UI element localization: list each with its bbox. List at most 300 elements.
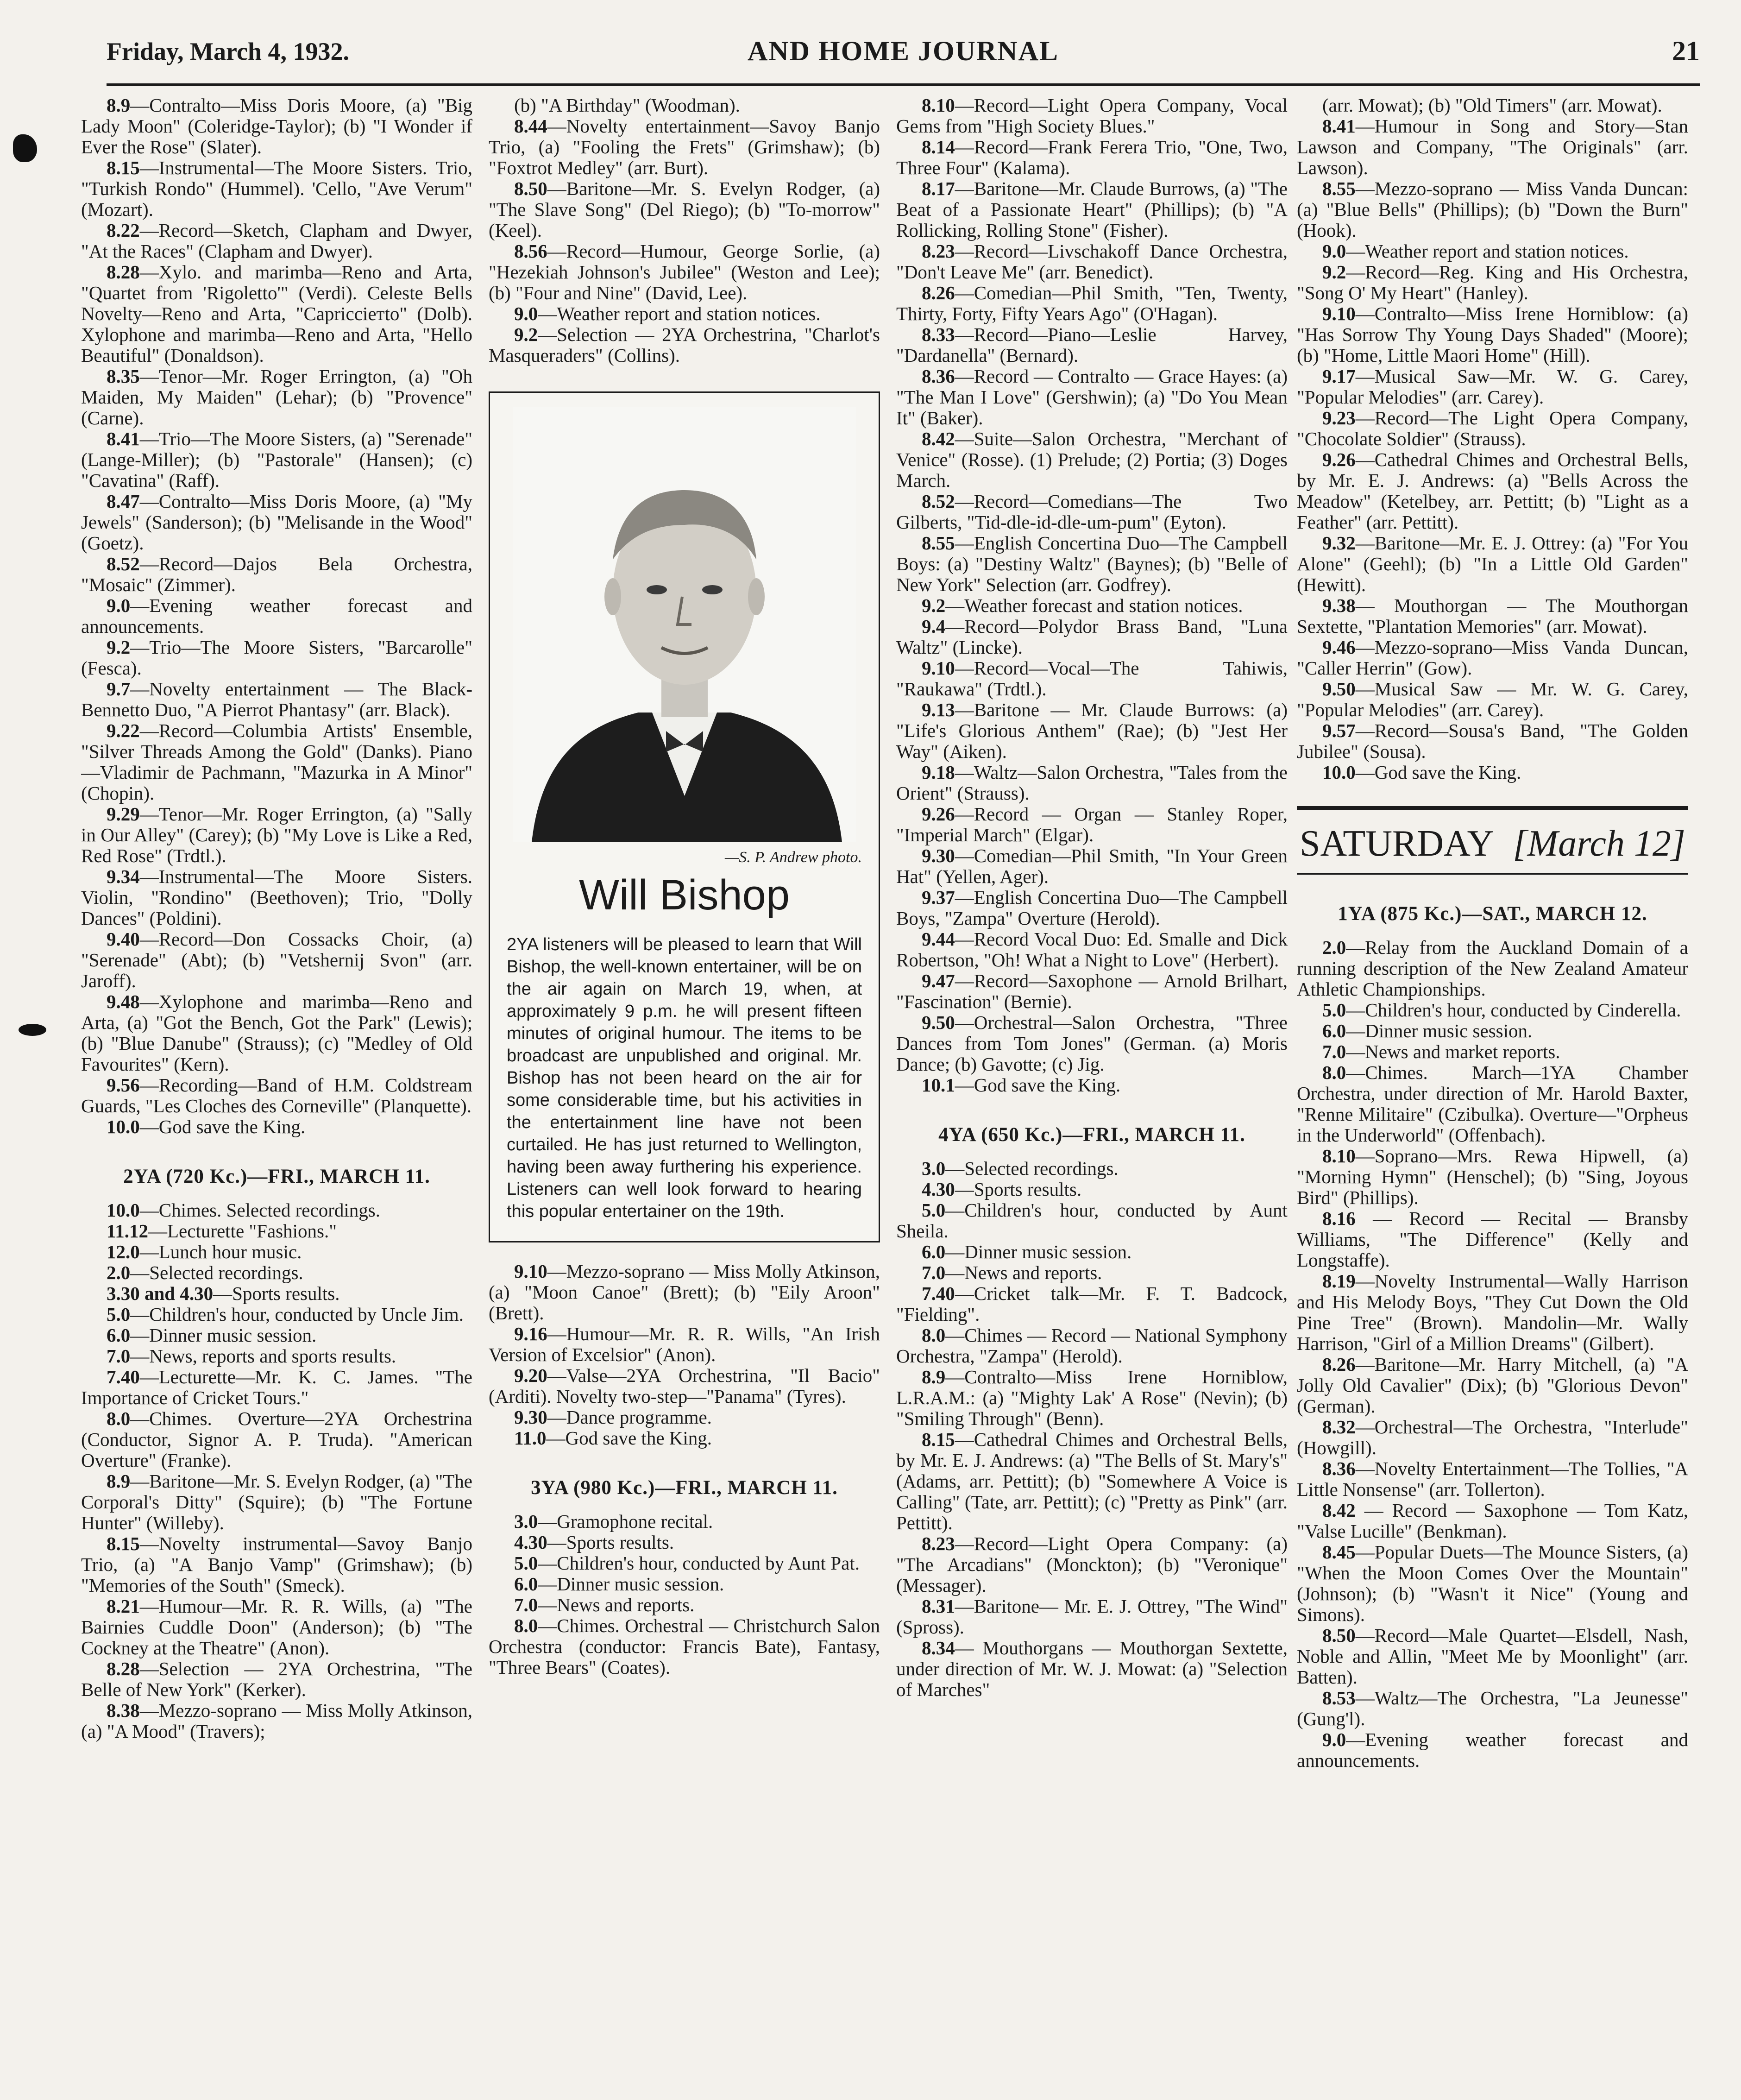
station-heading: 2YA (720 Kc.)—FRI., MARCH 11.: [123, 1166, 430, 1187]
entry-time: 5.0: [922, 1199, 946, 1221]
entry-text: —Lunch hour music.: [139, 1241, 302, 1262]
entry-text: —Record — Organ — Stanley Roper, "Imperial March" (Elgar).: [896, 803, 1288, 845]
program-entry: [81, 929, 472, 991]
entry-time: 8.0: [514, 1615, 538, 1636]
entry-text: —Waltz—Salon Orchestra, "Tales from the Orient" (Strauss).: [896, 762, 1288, 804]
entry-text: —Tenor—Mr. Roger Errington, (a) "Sally in Our Alley" (Carey); (b) "My Love is Like a Red, Red Rose" (Trdtl.).: [81, 803, 472, 866]
program-entry: [896, 845, 1288, 887]
portrait-photo: [513, 407, 856, 842]
entry-text: —Musical Saw—Mr. W. G. Carey, "Popular Melodies" (arr. Carey).: [1297, 366, 1688, 408]
entry-text: —Mezzo-soprano—Miss Vanda Duncan, "Caller Herrin" (Gow).: [1297, 637, 1688, 679]
entry-text: —Mezzo-soprano — Miss Vanda Duncan: (a) "Blue Bells" (Phillips); (b) "Down the Burn" (Hook).: [1297, 178, 1688, 241]
entry-text: —Chimes — Record — National Symphony Orchestra, "Zampa" (Herold).: [896, 1324, 1288, 1367]
station-heading: 4YA (650 Kc.)—FRI., MARCH 11.: [938, 1124, 1245, 1146]
program-entry: [1297, 116, 1688, 178]
program-entry: [81, 366, 472, 429]
program-entry: [81, 491, 472, 554]
entry-time: 5.0: [107, 1304, 131, 1325]
program-entry: [81, 1471, 472, 1533]
entry-time: 8.21: [107, 1595, 140, 1617]
program-entry: [896, 1596, 1288, 1638]
entry-text: —Chimes. Orchestral — Christchurch Salon Orchestra (conductor: Francis Bate), Fantasy, "Three Bears" (Coates).: [489, 1615, 880, 1678]
program-entry: [489, 1532, 880, 1553]
program-entry: [81, 637, 472, 679]
program-entry: [1297, 262, 1688, 303]
entry-time: 8.17: [922, 178, 955, 199]
entry-time: 8.56: [514, 240, 547, 262]
feature-body: 2YA listeners will be pleased to learn that Will Bishop, the well-known entertainer, will be on the air again on March 19, when, at approximately 9 p.m. he will present fifteen minutes of original humour. The items to be broadcast are unpublished and original. Mr. Bishop has not been heard on the air for some considerable time, but his activities in the entertainment line have not been curtailed. He has just returned to Wellington, having been away furthering his experience. Listeners can well look forward to hearing this popular entertainer on the 19th.: [507, 935, 862, 1221]
entry-time: 8.52: [107, 553, 140, 574]
entry-text: —Record—Humour, George Sorlie, (a) "Hezekiah Johnson's Jubilee" (Weston and Lee); (b) "Four and Nine" (David, Lee).: [489, 240, 880, 303]
program-entry: [81, 1221, 472, 1242]
entry-text: —Instrumental—The Moore Sisters. Trio, "Turkish Rondo" (Hummel). 'Cello, "Ave Verum" (Mozart).: [81, 157, 472, 220]
entry-text: —Weather forecast and station notices.: [945, 595, 1243, 616]
program-entry: [489, 1428, 880, 1449]
entry-text: —Humour in Song and Story—Stan Lawson and Company, "The Originals" (arr. Lawson).: [1297, 115, 1688, 178]
entry-time: 9.30: [922, 845, 955, 866]
page-number: 21: [1672, 36, 1700, 66]
feature-heading: Will Bishop: [578, 871, 790, 919]
entry-text: —Record—Don Cossacks Choir, (a) "Serenade" (Abt); (b) "Vetshernij Svon" (arr. Jaroff).: [81, 928, 472, 991]
program-entry: [896, 1533, 1288, 1596]
entry-time: 9.4: [922, 616, 946, 637]
entry-time: 3.0: [922, 1158, 946, 1179]
entry-text: —Record — Contralto — Grace Hayes: (a) "The Man I Love" (Gershwin); (a) "Do You Mean It" (Baker).: [896, 366, 1288, 429]
entry-text: —Children's hour, conducted by Uncle Jim.: [130, 1304, 464, 1325]
entry-text: —Record—Polydor Brass Band, "Luna Waltz" (Lincke).: [896, 616, 1288, 658]
program-entry: [1297, 178, 1688, 241]
entry-text: —Record—Comedians—The Two Gilberts, "Tid-dle-id-dle-um-pum" (Eyton).: [896, 491, 1288, 533]
program-entry: [1297, 241, 1688, 262]
entry-text: —Record—Reg. King and His Orchestra, "Song O' My Heart" (Hanley).: [1297, 261, 1688, 303]
entry-time: 9.32: [1322, 532, 1356, 554]
entry-time: 9.2: [107, 637, 131, 658]
entry-time: 9.34: [107, 866, 140, 887]
program-entry: [489, 1365, 880, 1407]
entry-text: —Evening weather forecast and announcements.: [81, 595, 472, 637]
entry-time: 9.48: [107, 991, 140, 1012]
entry-time: 8.10: [922, 95, 955, 116]
entry-time: 8.41: [1322, 115, 1356, 137]
entry-text: —Contralto—Miss Irene Horniblow, L.R.A.M.: (a) "Mighty Lak' A Rose" (Nevin); (b) "Smiling Through" (Benn).: [896, 1366, 1288, 1429]
entry-time: 9.56: [107, 1074, 140, 1096]
entry-time: 7.0: [107, 1345, 131, 1367]
entry-text: —Contralto—Miss Doris Moore, (a) "My Jewels" (Sanderson); (b) "Melisande in the Wood" (Goetz).: [81, 491, 472, 554]
program-entry: [81, 1262, 472, 1283]
entry-time: 9.10: [922, 657, 955, 679]
entry-text: —Children's hour, conducted by Cinderella.: [1346, 999, 1681, 1021]
program-entry: [1297, 1625, 1688, 1688]
entry-text: —Tenor—Mr. Roger Errington, (a) "Oh Maiden, My Maiden" (Lehar); (b) "Provence" (Carne).: [81, 366, 472, 429]
entry-text: —English Concertina Duo—The Campbell Boys: (a) "Destiny Waltz" (Baynes); (b) "Belle of New York" Selection (arr. Godfrey).: [896, 532, 1288, 595]
entry-text: —Sports results.: [213, 1283, 340, 1304]
program-entry: [896, 1158, 1288, 1179]
entry-time: 9.2: [1322, 261, 1346, 283]
program-entry: [81, 1304, 472, 1325]
entry-time: 8.9: [107, 95, 131, 116]
saturday-date: [March 12]: [1513, 823, 1685, 864]
entry-text: —Orchestral—Salon Orchestra, "Three Dances from Tom Jones" (German. (a) Moris Dance; (b) Gavotte; (c) Jig.: [896, 1012, 1288, 1075]
entry-text: —Record Vocal Duo: Ed. Smalle and Dick Robertson, "Oh! What a Night to Love" (Herbert).: [896, 928, 1288, 971]
entry-time: 8.55: [922, 532, 955, 554]
program-entry: [1297, 1041, 1688, 1062]
entry-time: 9.30: [514, 1406, 547, 1428]
entry-text: —Popular Duets—The Mounce Sisters, (a) "When the Moon Comes Over the Mountain" (Johnson); (b) "Wasn't it Nice" (Young and Simons).: [1297, 1541, 1688, 1625]
program-entry: [81, 1283, 472, 1304]
program-entry: [81, 1700, 472, 1742]
program-entry: [896, 178, 1288, 241]
entry-text: —Cricket talk—Mr. F. T. Badcock, "Fielding".: [896, 1283, 1288, 1325]
entry-time: 10.0: [107, 1199, 140, 1221]
entry-text: —Cathedral Chimes and Orchestral Bells, by Mr. E. J. Andrews: (a) "The Bells of St. Mary's" (Adams, arr. Pettitt); (b) "Somewhere A Voice is Calling" (Tate, arr. Pettitt); (c) "Pretty as Pink" (arr. Pettitt).: [896, 1429, 1288, 1533]
entry-time: 8.36: [1322, 1458, 1356, 1479]
program-entry: [489, 1574, 880, 1595]
entry-time: 10.0: [107, 1116, 140, 1137]
entry-text: —Baritone—Mr. S. Evelyn Rodger, (a) "The Slave Song" (Del Riego); (b) "To-morrow" (Keel).: [489, 178, 880, 241]
entry-time: 9.50: [1322, 678, 1356, 700]
entry-time: 8.9: [922, 1366, 946, 1387]
entry-text: —Baritone — Mr. Claude Burrows: (a) "Life's Glorious Anthem" (Rae); (b) "Jest Her Way" (Aiken).: [896, 699, 1288, 762]
entry-text: —Weather report and station notices.: [538, 303, 821, 324]
entry-text: —Dinner music session.: [1346, 1020, 1533, 1041]
entry-time: 9.40: [107, 928, 140, 950]
entry-text: —Recording—Band of H.M. Coldstream Guards, "Les Cloches des Corneville" (Planquette).: [81, 1074, 472, 1116]
page-header: [107, 32, 1700, 86]
entry-text: —Humour—Mr. R. R. Wills, "An Irish Version of Excelsior" (Anon).: [489, 1323, 880, 1365]
entry-text: —Instrumental—The Moore Sisters. Violin, "Rondino" (Beethoven); Trio, "Dolly Dances" (Poldini).: [81, 866, 472, 929]
program-entry: [489, 1324, 880, 1365]
entry-text: (b) "A Birthday" (Woodman).: [514, 95, 740, 116]
program-entry: [896, 1075, 1288, 1096]
entry-time: 6.0: [1322, 1020, 1346, 1041]
entry-time: 8.52: [922, 491, 955, 512]
program-entry: [896, 804, 1288, 845]
program-entry: [896, 1179, 1288, 1200]
entry-time: 6.0: [922, 1241, 946, 1262]
program-entry: [896, 929, 1288, 971]
program-entry: [896, 1262, 1288, 1283]
entry-time: 8.31: [922, 1595, 955, 1617]
program-entry: [1297, 1271, 1688, 1354]
entry-time: 9.2: [922, 595, 946, 616]
entry-text: —God save the King.: [955, 1074, 1121, 1096]
column-4: [1297, 95, 1688, 2078]
entry-time: 8.0: [1322, 1062, 1346, 1083]
entry-text: —English Concertina Duo—The Campbell Boys, "Zampa" Overture (Herold).: [896, 887, 1288, 929]
entry-time: 9.0: [514, 303, 538, 324]
entry-text: —Record—Sousa's Band, "The Golden Jubilee" (Sousa).: [1297, 720, 1688, 762]
program-entry: [81, 720, 472, 804]
entry-time: 8.15: [107, 157, 140, 178]
entry-time: 12.0: [107, 1241, 140, 1262]
program-entry: [1297, 533, 1688, 595]
entry-time: 8.38: [107, 1700, 140, 1721]
program-entry: [81, 1200, 472, 1221]
entry-time: 9.7: [107, 678, 131, 700]
program-entry: [81, 158, 472, 220]
entry-time: 8.42: [1322, 1500, 1356, 1521]
program-entry: [81, 1346, 472, 1367]
entry-time: 8.23: [922, 1533, 955, 1554]
program-entry: [81, 95, 472, 158]
entry-time: 8.10: [1322, 1145, 1356, 1167]
entry-time: 8.42: [922, 428, 955, 449]
program-entry: [1297, 95, 1688, 116]
entry-time: 8.0: [107, 1408, 131, 1429]
program-entry: [896, 658, 1288, 700]
entry-text: —Contralto—Miss Irene Horniblow: (a) "Has Sorrow Thy Young Days Shaded" (Moore); (b) "Home, Little Maori Home" (Hill).: [1297, 303, 1688, 366]
program-entry: [1297, 303, 1688, 366]
program-entry: [81, 262, 472, 366]
entry-text: —Children's hour, conducted by Aunt Sheila.: [896, 1199, 1288, 1242]
program-entry: [489, 324, 880, 366]
entry-time: 2.0: [107, 1262, 131, 1283]
entry-time: 8.47: [107, 491, 140, 512]
entry-text: —Dinner music session.: [130, 1324, 317, 1346]
entry-text: —Novelty Entertainment—The Tollies, "A Little Nonsense" (arr. Tollerton).: [1297, 1458, 1688, 1500]
entry-time: 9.23: [1322, 407, 1356, 429]
entry-text: —Record—Frank Ferera Trio, "One, Two, Three Four" (Kalama).: [896, 136, 1288, 178]
program-entry: [81, 595, 472, 637]
program-entry: [489, 1553, 880, 1574]
entry-time: 5.0: [514, 1552, 538, 1574]
entry-text: —Novelty entertainment — The Black-Bennetto Duo, "A Pierrot Phantasy" (arr. Black).: [81, 678, 472, 720]
entry-time: 8.34: [922, 1637, 955, 1659]
program-entry: [896, 1367, 1288, 1429]
program-entry: [1297, 449, 1688, 533]
entry-text: —News, reports and sports results.: [130, 1345, 396, 1367]
entry-time: 7.0: [922, 1262, 946, 1283]
entry-time: 9.0: [1322, 240, 1346, 262]
entry-text: —Comedian—Phil Smith, "In Your Green Hat" (Yellen, Ager).: [896, 845, 1288, 887]
entry-text: —Novelty Instrumental—Wally Harrison and His Melody Boys, "They Cut Down the Old Pine Tree" (Brown). Mandolin—Mr. Wally Harrison, "Girl of a Million Dreams" (Gilbert).: [1297, 1270, 1688, 1354]
entry-text: —Dinner music session.: [945, 1241, 1132, 1262]
entry-text: —Record—Columbia Artists' Ensemble, "Silver Threads Among the Gold" (Danks). Piano—Vladimir de Pachmann, "Mazurka in A Minor" (Chopin).: [81, 720, 472, 804]
program-entry: [1297, 1208, 1688, 1271]
program-entry: [81, 554, 472, 595]
entry-time: 8.9: [107, 1470, 131, 1492]
entry-text: —Chimes. Overture—2YA Orchestrina (Conductor, Signor A. P. Truda). "American Overture" (Franke).: [81, 1408, 472, 1471]
entry-text: —Evening weather forecast and announcements.: [1297, 1729, 1688, 1771]
entry-text: —Xylo. and marimba—Reno and Arta, "Quartet from 'Rigoletto'" (Verdi). Celeste Bells Novelty—Reno and Arta, "Capricciетto" (Dolb). Xylophone and marimba—Reno and Arta, "Hello Beautiful" (Donaldson).: [81, 261, 472, 366]
entry-text: —Weather report and station notices.: [1346, 240, 1629, 262]
program-entry: [896, 1429, 1288, 1533]
entry-text: —Selection — 2YA Orchestrina, "The Belle of New York" (Kerker).: [81, 1658, 472, 1700]
program-entry: [1297, 762, 1688, 783]
entry-time: 8.26: [1322, 1354, 1356, 1375]
program-entry: [896, 241, 1288, 283]
entry-text: —Cathedral Chimes and Orchestral Bells, by Mr. E. J. Andrews: (a) "Bells Across the Meadow" (Ketelbey, arr. Pettitt; (b) "Light as a Feather" (arr. Pettitt).: [1297, 449, 1688, 533]
entry-time: 8.16: [1322, 1208, 1356, 1229]
entry-time: 7.40: [922, 1283, 955, 1304]
entry-text: —Dance programme.: [547, 1406, 712, 1428]
entry-text: —Chimes. March—1YA Chamber Orchestra, under direction of Mr. Harold Baxter, "Renne Militaire" (Czibulka). Overture—"Orpheus in the Underworld" (Offenbach).: [1297, 1062, 1688, 1146]
entry-text: —Orchestral—The Orchestra, "Interlude" (Howgill).: [1297, 1416, 1688, 1458]
program-entry: [489, 1615, 880, 1678]
entry-time: 6.0: [107, 1324, 131, 1346]
entry-text: — Record — Recital — Bransby Williams, "The Difference" (Kelly and Longstaffe).: [1297, 1208, 1688, 1271]
entry-time: 8.53: [1322, 1687, 1356, 1709]
program-entry: [896, 887, 1288, 929]
program-entry: [81, 1075, 472, 1116]
program-entry: [1297, 1062, 1688, 1146]
entry-time: 8.41: [107, 428, 140, 449]
entry-text: —God save the King.: [139, 1116, 306, 1137]
saturday-label: SATURDAY: [1300, 823, 1494, 864]
entry-time: 9.20: [514, 1365, 547, 1386]
entry-text: —Record—Male Quartet—Elsdell, Nash, Noble and Allin, "Meet Me by Moonlight" (arr. Batten).: [1297, 1625, 1688, 1688]
entry-time: 9.0: [1322, 1729, 1346, 1750]
photo-credit: —S. P. Andrew photo.: [725, 849, 862, 866]
program-entry: [489, 1595, 880, 1615]
entry-text: —Trio—The Moore Sisters, "Barcarolle" (Fesca).: [81, 637, 472, 679]
entry-text: —Record—The Light Opera Company, "Chocolate Soldier" (Strauss).: [1297, 407, 1688, 449]
column-3: [896, 95, 1288, 2078]
entry-time: 9.50: [922, 1012, 955, 1033]
entry-time: 9.16: [514, 1323, 547, 1344]
program-entry: [896, 971, 1288, 1012]
entry-text: —Baritone— Mr. E. J. Ottrey, "The Wind" (Spross).: [896, 1595, 1288, 1638]
entry-time: 9.10: [1322, 303, 1356, 324]
entry-time: 9.17: [1322, 366, 1356, 387]
station-heading: 3YA (980 Kc.)—FRI., MARCH 11.: [531, 1477, 838, 1499]
entry-text: —Mezzo-soprano — Miss Molly Atkinson, (a) "Moon Canoe" (Brett); (b) "Eily Aroon" (Brett).: [489, 1261, 880, 1324]
program-entry: [1297, 679, 1688, 720]
entry-text: — Record — Saxophone — Tom Katz, "Valse Lucille" (Benkman).: [1297, 1500, 1688, 1542]
entry-text: —Record—Saxophone — Arnold Brilhart, "Fascination" (Bernie).: [896, 970, 1288, 1012]
entry-time: 7.0: [514, 1594, 538, 1615]
header-date: Friday, March 4, 1932.: [107, 38, 349, 65]
entry-text: —Baritone—Mr. Claude Burrows, (a) "The Beat of a Passionate Heart" (Phillips); (b) "A Rollicking, Rolling Stone" (Fisher).: [896, 178, 1288, 241]
entry-time: 8.50: [1322, 1625, 1356, 1646]
program-entry: [81, 866, 472, 929]
program-entry: [896, 700, 1288, 762]
program-entry: [489, 303, 880, 324]
entry-time: 8.26: [922, 282, 955, 303]
program-entry: [1297, 1542, 1688, 1625]
program-entry: [896, 1012, 1288, 1075]
entry-text: —Baritone—Mr. Harry Mitchell, (a) "A Jolly Old Cavalier" (Dix); (b) "Glorious Devon" (German).: [1297, 1354, 1688, 1417]
entry-time: 8.28: [107, 261, 140, 283]
program-entry: [489, 1407, 880, 1428]
entry-text: —Valse—2YA Orchestrina, "Il Bacio" (Arditi). Novelty two-step—"Panama" (Tyres).: [489, 1365, 880, 1407]
entry-text: —God save the King.: [1355, 762, 1521, 783]
entry-text: —Record—Piano—Leslie Harvey, "Dardanella" (Bernard).: [896, 324, 1288, 366]
program-entry: [1297, 1021, 1688, 1041]
program-entry: [896, 429, 1288, 491]
program-entry: [896, 1283, 1288, 1325]
entry-time: 7.0: [1322, 1041, 1346, 1062]
entry-time: 9.37: [922, 887, 955, 908]
program-entry: [896, 137, 1288, 178]
program-entry: [81, 1325, 472, 1346]
entry-time: 10.0: [1322, 762, 1356, 783]
program-entry: [81, 991, 472, 1075]
program-entry: [1297, 937, 1688, 1000]
entry-time: 6.0: [514, 1573, 538, 1595]
entry-text: —Soprano—Mrs. Rewa Hipwell, (a) "Morning Hymn" (Henschel); (b) "Sing, Joyous Bird" (Phillips).: [1297, 1145, 1688, 1208]
program-entry: [1297, 595, 1688, 637]
entry-time: 9.44: [922, 928, 955, 950]
entry-text: —Record—Light Opera Company, Vocal Gems from "High Society Blues.": [896, 95, 1288, 137]
entry-time: 9.29: [107, 803, 140, 825]
entry-time: 8.55: [1322, 178, 1356, 199]
program-entry: [896, 324, 1288, 366]
entry-text: —Musical Saw — Mr. W. G. Carey, "Popular Melodies" (arr. Carey).: [1297, 678, 1688, 720]
entry-time: 9.18: [922, 762, 955, 783]
program-entry: [1297, 720, 1688, 762]
entry-text: —Novelty instrumental—Savoy Banjo Trio, (a) "A Banjo Vamp" (Grimshaw); (b) "Memories of the South" (Smeck).: [81, 1533, 472, 1596]
entry-text: —Sports results.: [547, 1532, 674, 1553]
entry-text: —Record—Dajos Bela Orchestra, "Mosaic" (Zimmer).: [81, 553, 472, 595]
entry-time: 8.35: [107, 366, 140, 387]
entry-text: —Selection — 2YA Orchestrina, "Charlot's Masqueraders" (Collins).: [489, 324, 880, 366]
entry-time: 8.15: [107, 1533, 140, 1554]
program-entry: [896, 95, 1288, 137]
program-entry: [896, 595, 1288, 616]
entry-time: 11.0: [514, 1427, 547, 1449]
program-entry: [81, 1367, 472, 1408]
entry-text: —Record—Livschakoff Dance Orchestra, "Don't Leave Me" (arr. Benedict).: [896, 240, 1288, 283]
program-entry: [896, 491, 1288, 533]
program-entry: [1297, 1354, 1688, 1417]
entry-time: 8.0: [922, 1324, 946, 1346]
entry-text: —Record—Sketch, Clapham and Dwyer, "At the Races" (Clapham and Dwyer).: [81, 220, 472, 262]
entry-time: 9.0: [107, 595, 131, 616]
program-entry: [896, 1200, 1288, 1242]
program-entry: [81, 679, 472, 720]
entry-time: 8.33: [922, 324, 955, 345]
entry-text: —Suite—Salon Orchestra, "Merchant of Venice" (Rosse). (1) Prelude; (2) Portia; (3) Doges March.: [896, 428, 1288, 491]
program-entry: [896, 1638, 1288, 1700]
program-entry: [489, 1511, 880, 1532]
entry-time: 8.50: [514, 178, 547, 199]
entry-time: 4.30: [922, 1179, 955, 1200]
entry-time: 8.15: [922, 1429, 955, 1450]
entry-text: —News and reports.: [538, 1594, 695, 1615]
entry-text: —Xylophone and marimba—Reno and Arta, (a) "Got the Bench, Got the Park" (Lewis); (b) "Blue Danube" (Strauss); (c) "Medley of Old Favourites" (Kern).: [81, 991, 472, 1075]
entry-time: 8.45: [1322, 1541, 1356, 1563]
entry-text: —Chimes. Selected recordings.: [139, 1199, 380, 1221]
entry-text: (arr. Mowat); (b) "Old Timers" (arr. Mowat).: [1322, 95, 1662, 116]
ink-smudge-mark: [19, 1024, 46, 1036]
program-entry: [81, 1659, 472, 1700]
entry-time: 8.23: [922, 240, 955, 262]
program-entry: [81, 1408, 472, 1471]
entry-text: —Sports results.: [955, 1179, 1082, 1200]
program-entry: [81, 429, 472, 491]
entry-text: —News and market reports.: [1346, 1041, 1560, 1062]
entry-time: 8.14: [922, 136, 955, 158]
program-entry: [896, 283, 1288, 324]
program-entry: [81, 1242, 472, 1262]
entry-text: —News and reports.: [945, 1262, 1102, 1283]
program-entry: [1297, 1417, 1688, 1458]
entry-time: 8.44: [514, 115, 547, 137]
entry-text: —Selected recordings.: [945, 1158, 1119, 1179]
entry-text: —Trio—The Moore Sisters, (a) "Serenade" (Lange-Miller); (b) "Pastorale" (Hansen); (c) "Cavatina" (Raff).: [81, 428, 472, 491]
program-entry: [81, 1116, 472, 1137]
entry-time: 9.26: [922, 803, 955, 825]
entry-time: 9.13: [922, 699, 955, 720]
entry-time: 8.22: [107, 220, 140, 241]
entry-text: —Record—Vocal—The Tahiwis, "Raukawa" (Trdtl.).: [896, 657, 1288, 700]
program-entry: [81, 1596, 472, 1659]
program-entry: [81, 804, 472, 866]
entry-time: 9.46: [1322, 637, 1356, 658]
entry-text: —Baritone—Mr. S. Evelyn Rodger, (a) "The Corporal's Ditty" (Squire); (b) "The Fortune Hunter" (Willeby).: [81, 1470, 472, 1533]
entry-time: 5.0: [1322, 999, 1346, 1021]
